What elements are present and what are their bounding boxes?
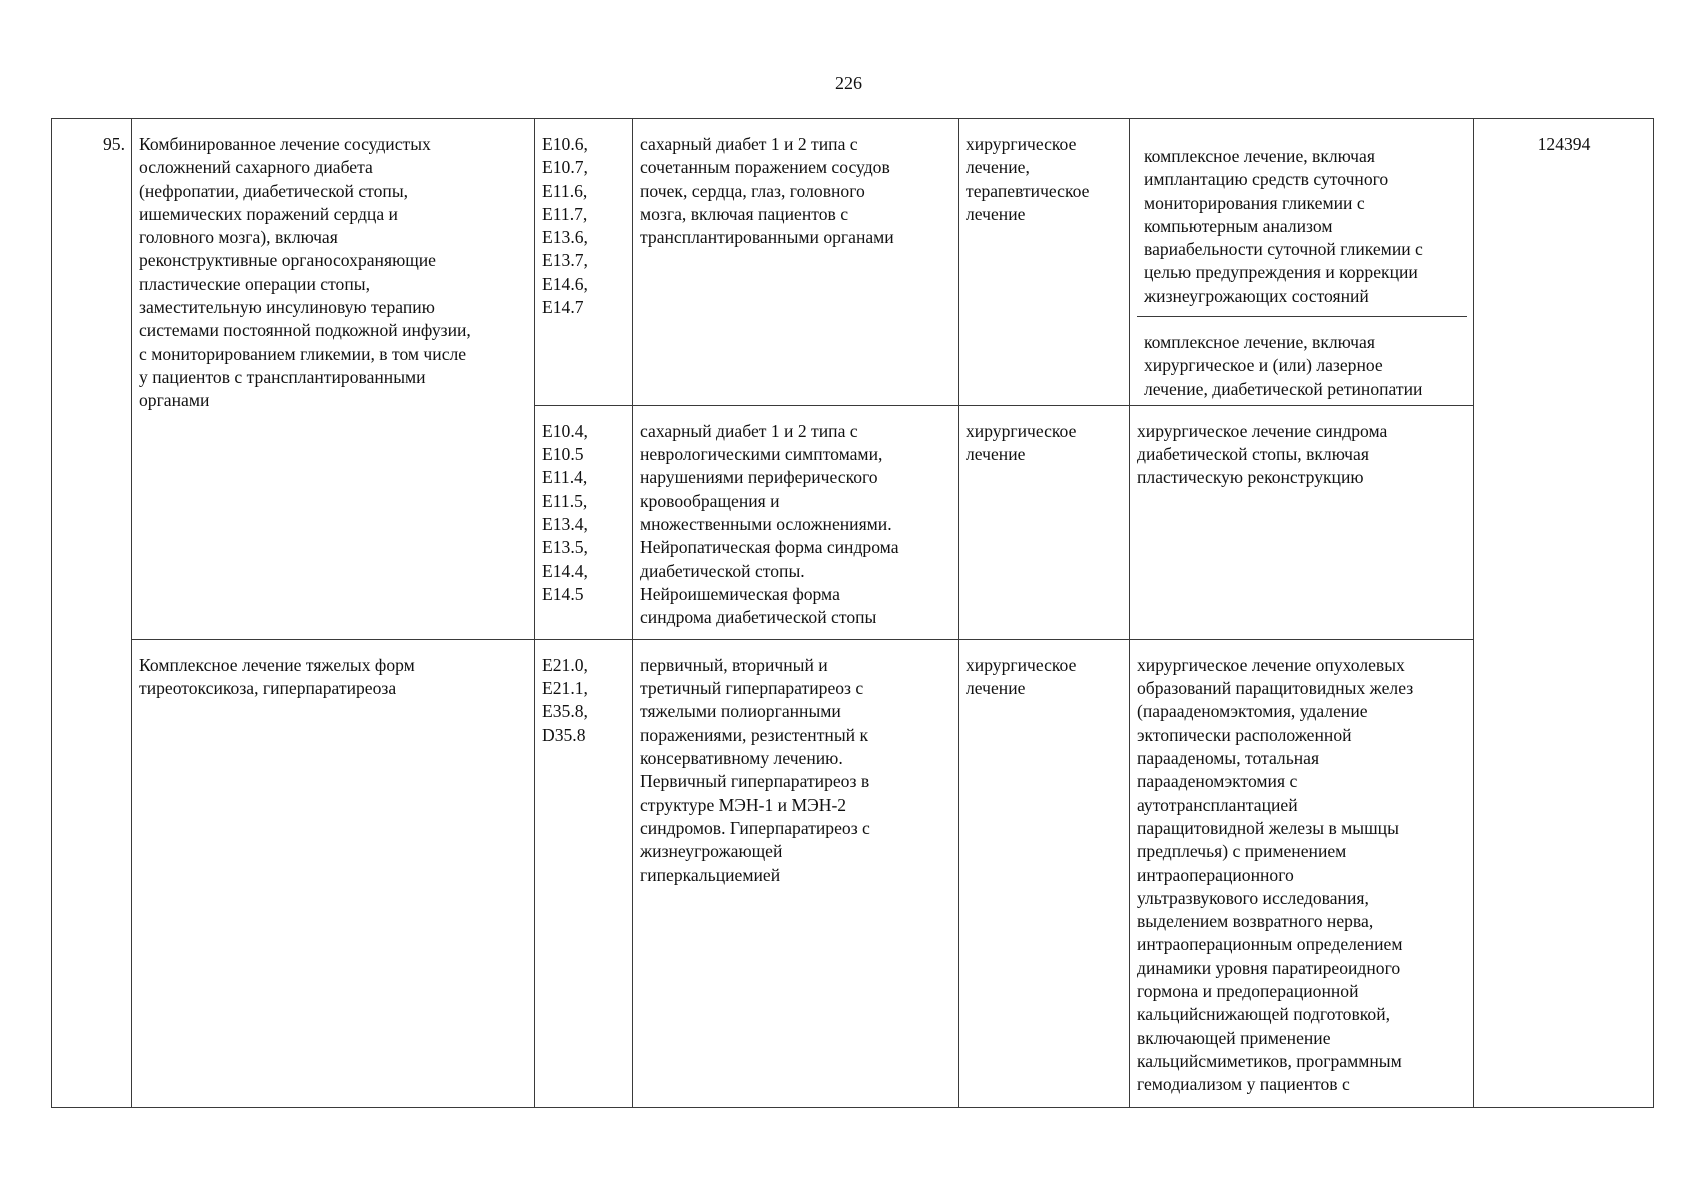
icd-code: E10.7,	[542, 157, 588, 178]
icd-codes-cell	[535, 639, 633, 1107]
treatment-type-cell	[959, 405, 1130, 639]
medical-care-table	[51, 118, 1654, 1108]
treatment-method-cell	[1130, 119, 1474, 406]
icd-code: E10.5	[542, 444, 584, 465]
method-line: диабетической стопы, включая	[1137, 444, 1369, 465]
care-name-line: осложнений сахарного диабета	[139, 157, 373, 178]
method-line: компьютерным анализом	[1144, 215, 1333, 236]
method-line: хирургическое и (или) лазерное	[1144, 355, 1383, 376]
method-line: парааденомэктомия с	[1137, 771, 1298, 792]
icd-codes-cell	[535, 405, 633, 639]
treatment-method-block	[1137, 317, 1467, 403]
method-line: образований паращитовидных желез	[1137, 678, 1414, 699]
patient-model-line: сахарный диабет 1 и 2 типа с	[640, 134, 858, 154]
icd-code: E13.6,	[542, 227, 588, 248]
care-name-line: Комбинированное лечение сосудистых	[139, 134, 431, 154]
patient-model-line: сахарный диабет 1 и 2 типа с	[640, 420, 858, 441]
method-line: комплексное лечение, включая	[1144, 146, 1375, 166]
patient-model-line: первичный, вторичный и	[640, 654, 828, 675]
method-line: комплексное лечение, включая	[1144, 332, 1375, 352]
treatment-method-cell	[1130, 405, 1474, 639]
method-line: включающей применение	[1137, 1027, 1331, 1048]
patient-model-line: третичный гиперпаратиреоз с	[640, 678, 864, 699]
method-line: выделением возвратного нерва,	[1137, 911, 1374, 932]
price-cell: 124394	[1474, 119, 1654, 1108]
method-line: ультразвукового исследования,	[1137, 887, 1369, 908]
care-name-line: органами	[139, 390, 210, 411]
method-line: интраоперационным определением	[1137, 934, 1403, 955]
patient-model-line: гиперкальциемией	[640, 864, 781, 885]
icd-code: D35.8	[542, 724, 586, 745]
care-name-line: ишемических поражений сердца и	[139, 203, 398, 224]
patient-model-line: кровообращения и	[640, 490, 780, 511]
method-line: хирургическое лечение опухолевых	[1137, 654, 1405, 675]
icd-code: E14.7	[542, 297, 584, 318]
method-line: эктопически расположенной	[1137, 724, 1352, 745]
treatment-type-line: лечение	[966, 678, 1026, 699]
patient-model-line: Нейроишемическая форма	[640, 583, 840, 604]
patient-model-line: тяжелыми полиорганными	[640, 701, 841, 722]
icd-code: E14.5	[542, 583, 584, 604]
method-line: аутотрансплантацией	[1137, 794, 1298, 815]
care-name-line: тиреотоксикоза, гиперпаратиреоза	[139, 678, 397, 699]
care-name-cell	[132, 119, 535, 640]
method-line: кальцийсмиметиков, программным	[1137, 1050, 1402, 1071]
patient-model-line: мозга, включая пациентов с	[640, 203, 849, 224]
patient-model-cell	[633, 405, 959, 639]
patient-model-line: трансплантированными органами	[640, 227, 894, 248]
patient-model-line: Нейропатическая форма синдрома	[640, 537, 899, 558]
method-line: хирургическое лечение синдрома	[1137, 420, 1388, 441]
treatment-type-line: лечение	[966, 203, 1026, 224]
method-line: мониторирования гликемии с	[1144, 192, 1365, 213]
icd-code: E21.1,	[542, 678, 588, 699]
icd-code: E11.4,	[542, 467, 588, 488]
method-line: гемодиализом у пациентов с	[1137, 1074, 1350, 1095]
icd-code: E13.7,	[542, 250, 588, 271]
patient-model-line: диабетической стопы.	[640, 560, 805, 581]
page-number: 226	[835, 73, 862, 93]
treatment-type-line: лечение,	[966, 157, 1030, 178]
care-name-line: у пациентов с трансплантированными	[139, 366, 426, 387]
method-line: пластическую реконструкцию	[1137, 467, 1364, 488]
method-line: целью предупреждения и коррекции	[1144, 262, 1418, 283]
row-number: 95.	[52, 119, 132, 1108]
icd-code: E10.6,	[542, 134, 588, 154]
method-line: паращитовидной железы в мышцы	[1137, 817, 1399, 838]
patient-model-line: консервативному лечению.	[640, 748, 843, 769]
patient-model-line: неврологическими симптомами,	[640, 444, 883, 465]
patient-model-line: поражениями, резистентный к	[640, 724, 869, 745]
treatment-method-cell	[1130, 639, 1474, 1107]
method-line: жизнеугрожающих состояний	[1144, 285, 1369, 306]
icd-code: E14.4,	[542, 560, 588, 581]
care-name-line: пластические операции стопы,	[139, 273, 370, 294]
method-line: кальцийснижающей подготовкой,	[1137, 1004, 1391, 1025]
care-name-line: заместительную инсулиновую терапию	[139, 297, 435, 318]
patient-model-line: синдромов. Гиперпаратиреоз с	[640, 817, 870, 838]
treatment-type-line: хирургическое	[966, 420, 1077, 441]
method-line: гормона и предоперационной	[1137, 981, 1359, 1002]
treatment-type-cell	[959, 639, 1130, 1107]
icd-code: E14.6,	[542, 273, 588, 294]
method-line: парааденомы, тотальная	[1137, 748, 1320, 769]
treatment-type-line: хирургическое	[966, 134, 1077, 154]
patient-model-line: Первичный гиперпаратиреоз в	[640, 771, 870, 792]
method-line: имплантацию средств суточного	[1144, 169, 1389, 190]
treatment-type-line: хирургическое	[966, 654, 1077, 675]
patient-model-line: нарушениями периферического	[640, 467, 878, 488]
treatment-type-line: терапевтическое	[966, 180, 1090, 201]
treatment-method-block	[1137, 133, 1467, 317]
patient-model-line: сочетанным поражением сосудов	[640, 157, 890, 178]
care-name-line: Комплексное лечение тяжелых форм	[139, 654, 415, 675]
icd-code: E11.6,	[542, 180, 588, 201]
method-line: динамики уровня паратиреоидного	[1137, 957, 1401, 978]
icd-codes-cell	[535, 119, 633, 406]
care-name-cell	[132, 639, 535, 1107]
care-name-line: системами постоянной подкожной инфузии,	[139, 320, 471, 341]
care-name-line: головного мозга), включая	[139, 227, 338, 248]
method-line: интраоперационного	[1137, 864, 1294, 885]
patient-model-line: структуре МЭН-1 и МЭН-2	[640, 794, 847, 815]
care-name-line: реконструктивные органосохраняющие	[139, 250, 436, 271]
table-row	[52, 639, 1654, 1107]
icd-code: E21.0,	[542, 654, 588, 675]
icd-code: E10.4,	[542, 420, 588, 441]
patient-model-line: синдрома диабетической стопы	[640, 607, 877, 628]
icd-code: E13.5,	[542, 537, 588, 558]
icd-code: E11.5,	[542, 490, 588, 511]
treatment-type-cell	[959, 119, 1130, 406]
patient-model-cell	[633, 119, 959, 406]
patient-model-line: почек, сердца, глаз, головного	[640, 180, 865, 201]
method-line: (парааденомэктомия, удаление	[1137, 701, 1368, 722]
icd-code: E13.4,	[542, 514, 588, 535]
icd-code: E35.8,	[542, 701, 588, 722]
patient-model-line: жизнеугрожающей	[640, 841, 783, 862]
care-name-line: с мониторированием гликемии, в том числе	[139, 343, 467, 364]
method-line: лечение, диабетической ретинопатии	[1144, 378, 1423, 399]
treatment-type-line: лечение	[966, 444, 1026, 465]
patient-model-cell	[633, 639, 959, 1107]
care-name-line: (нефропатии, диабетической стопы,	[139, 180, 409, 201]
method-line: вариабельности суточной гликемии с	[1144, 239, 1423, 260]
table-row	[52, 119, 1654, 406]
patient-model-line: множественными осложнениями.	[640, 514, 892, 535]
icd-code: E11.7,	[542, 203, 588, 224]
method-line: предплечья) с применением	[1137, 841, 1347, 862]
